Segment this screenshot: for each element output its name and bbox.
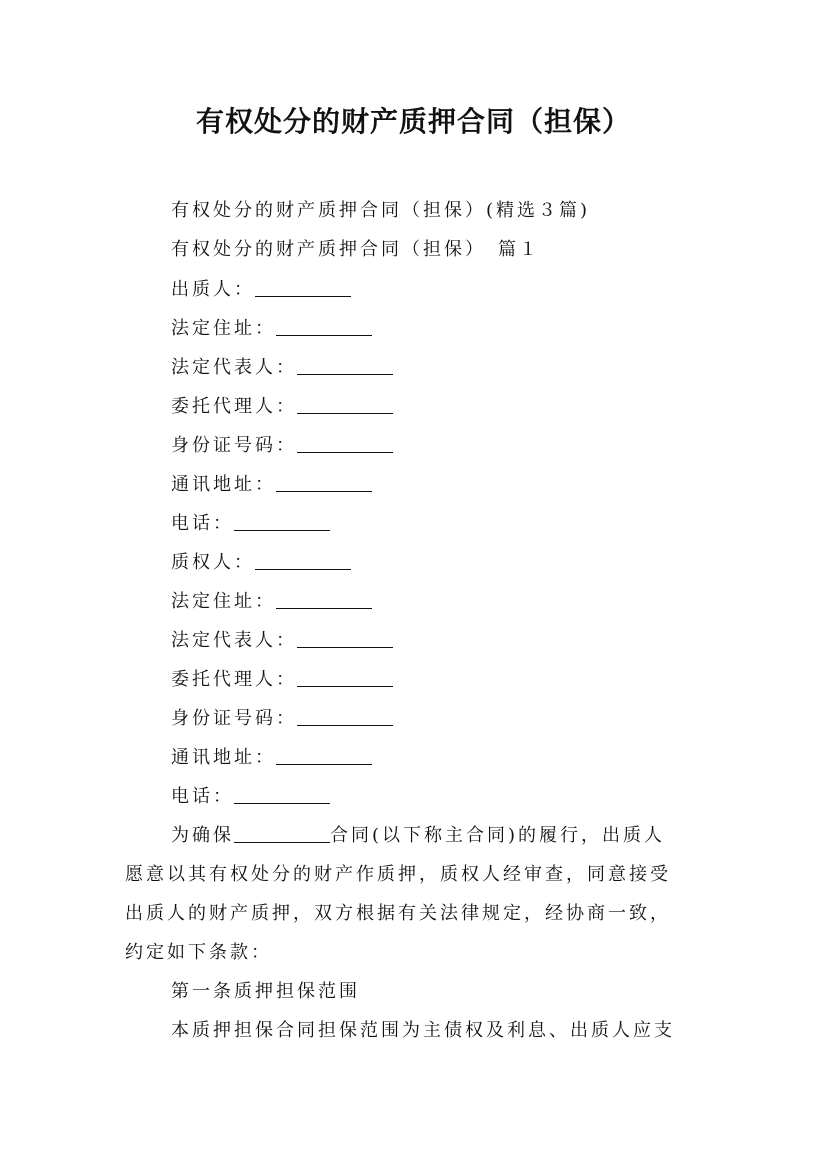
pledgee-id-label: 身份证号码： — [171, 708, 297, 729]
pledgee-id-blank — [297, 707, 393, 726]
pledgee-address-blank — [276, 590, 372, 609]
pledgor-mail-blank — [276, 473, 372, 492]
pledgee-agent-field — [171, 667, 393, 693]
pledgor-party-field — [171, 277, 351, 303]
pledgor-agent-blank — [297, 395, 393, 414]
pledgee-phone-blank — [234, 785, 330, 804]
document-subtitle: 有权处分的财产质押合同（担保）(精选３篇) — [171, 200, 591, 221]
pledgee-agent-blank — [297, 668, 393, 687]
pledgee-address-label: 法定住址： — [171, 591, 276, 612]
pledgee-rep-blank — [297, 629, 393, 648]
pledgor-party-label: 出质人： — [171, 279, 255, 300]
pledgee-address-field — [171, 589, 372, 615]
intro-line-3: 出质人的财产质押，双方根据有关法律规定，经协商一致， — [125, 903, 671, 924]
pledgor-rep-label: 法定代表人： — [171, 357, 297, 378]
intro-line-1-end: 合同(以下称主合同)的履行，出质人 — [330, 825, 666, 846]
pledgor-address-field — [171, 316, 372, 342]
pledgor-mail-field — [171, 472, 372, 498]
pledgee-mail-field — [171, 745, 372, 771]
intro-line-2: 愿意以其有权处分的财产作质押，质权人经审查，同意接受 — [125, 864, 671, 885]
pledgee-id-field — [171, 706, 393, 732]
pledgor-id-label: 身份证号码： — [171, 435, 297, 456]
pledgor-id-field — [171, 433, 393, 459]
main-contract-blank — [234, 824, 330, 843]
pledgor-rep-field — [171, 355, 393, 381]
pledgee-party-label: 质权人： — [171, 552, 255, 573]
pledgor-phone-field — [171, 511, 330, 537]
article-1-text: 本质押担保合同担保范围为主债权及利息、出质人应支 — [171, 1020, 675, 1041]
pledgee-phone-label: 电话： — [171, 786, 234, 807]
pledgor-address-blank — [276, 317, 372, 336]
pledgor-phone-label: 电话： — [171, 513, 234, 534]
pledgor-id-blank — [297, 434, 393, 453]
pledgee-party-field — [171, 550, 351, 576]
pledgee-phone-field — [171, 784, 330, 810]
pledgor-agent-field — [171, 394, 393, 420]
pledgor-party-blank — [255, 278, 351, 297]
pledgor-mail-label: 通讯地址： — [171, 474, 276, 495]
section-heading: 有权处分的财产质押合同（担保） 篇１ — [171, 239, 540, 260]
article-1-heading: 第一条质押担保范围 — [171, 981, 360, 1002]
pledgee-agent-label: 委托代理人： — [171, 669, 297, 690]
pledgee-rep-field — [171, 628, 393, 654]
pledgor-agent-label: 委托代理人： — [171, 396, 297, 417]
pledgee-rep-label: 法定代表人： — [171, 630, 297, 651]
pledgor-phone-blank — [234, 512, 330, 531]
pledgee-mail-blank — [276, 746, 372, 765]
intro-line-4: 约定如下条款： — [125, 942, 272, 963]
intro-line-1-start: 为确保 — [171, 825, 234, 846]
pledgee-mail-label: 通讯地址： — [171, 747, 276, 768]
pledgee-party-blank — [255, 551, 351, 570]
intro-line-1 — [171, 823, 665, 849]
document-title: 有权处分的财产质押合同（担保） — [195, 105, 631, 138]
pledgor-rep-blank — [297, 356, 393, 375]
pledgor-address-label: 法定住址： — [171, 318, 276, 339]
